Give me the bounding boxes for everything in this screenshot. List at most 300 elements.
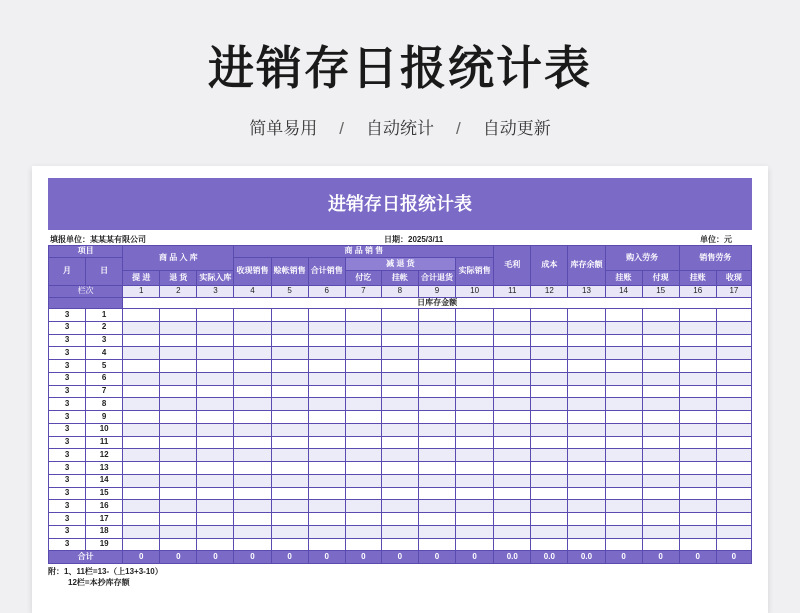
cell-value[interactable] [716,385,751,398]
cell-value[interactable] [679,449,716,462]
cell-value[interactable] [345,513,381,526]
cell-value[interactable] [456,347,494,360]
cell-value[interactable] [568,462,605,475]
cell-value[interactable] [381,411,418,424]
cell-value[interactable] [271,411,308,424]
cell-value[interactable] [568,500,605,513]
cell-value[interactable] [568,334,605,347]
cell-day[interactable]: 3 [86,334,123,347]
cell-value[interactable] [568,309,605,322]
cell-value[interactable] [197,423,234,436]
cell-value[interactable] [531,309,568,322]
cell-value[interactable] [271,309,308,322]
cell-value[interactable] [197,385,234,398]
cell-day[interactable]: 13 [86,462,123,475]
cell-value[interactable] [123,449,160,462]
cell-month[interactable]: 3 [49,474,86,487]
cell-value[interactable] [605,360,642,373]
cell-value[interactable] [494,347,531,360]
cell-value[interactable] [160,462,197,475]
cell-value[interactable] [605,372,642,385]
cell-value[interactable] [308,487,345,500]
cell-value[interactable] [531,360,568,373]
cell-value[interactable] [679,538,716,551]
cell-value[interactable] [642,500,679,513]
cell-value[interactable] [271,449,308,462]
cell-value[interactable] [381,334,418,347]
cell-value[interactable] [456,487,494,500]
cell-value[interactable] [160,411,197,424]
cell-month[interactable]: 3 [49,513,86,526]
cell-value[interactable] [160,309,197,322]
cell-value[interactable] [381,500,418,513]
cell-value[interactable] [456,474,494,487]
cell-value[interactable] [605,538,642,551]
cell-value[interactable] [456,525,494,538]
cell-value[interactable] [418,372,455,385]
cell-value[interactable] [605,334,642,347]
cell-value[interactable] [531,462,568,475]
cell-value[interactable] [123,347,160,360]
cell-value[interactable] [456,500,494,513]
cell-value[interactable] [160,334,197,347]
cell-value[interactable] [716,398,751,411]
cell-value[interactable] [308,360,345,373]
cell-value[interactable] [123,411,160,424]
cell-value[interactable] [494,334,531,347]
cell-value[interactable] [568,487,605,500]
cell-value[interactable] [345,309,381,322]
cell-value[interactable] [308,436,345,449]
cell-value[interactable] [381,538,418,551]
cell-value[interactable] [716,538,751,551]
cell-value[interactable] [568,474,605,487]
cell-value[interactable] [418,500,455,513]
cell-value[interactable] [531,449,568,462]
cell-value[interactable] [197,474,234,487]
cell-value[interactable] [160,474,197,487]
cell-day[interactable]: 10 [86,423,123,436]
cell-value[interactable] [679,500,716,513]
cell-value[interactable] [381,474,418,487]
cell-value[interactable] [123,398,160,411]
cell-value[interactable] [642,436,679,449]
cell-value[interactable] [679,398,716,411]
cell-value[interactable] [123,525,160,538]
cell-value[interactable] [456,538,494,551]
cell-value[interactable] [381,309,418,322]
cell-value[interactable] [568,411,605,424]
cell-value[interactable] [494,513,531,526]
cell-value[interactable] [197,525,234,538]
cell-value[interactable] [160,423,197,436]
cell-value[interactable] [308,474,345,487]
cell-value[interactable] [308,321,345,334]
cell-value[interactable] [568,372,605,385]
cell-value[interactable] [234,474,271,487]
cell-value[interactable] [494,500,531,513]
cell-value[interactable] [123,309,160,322]
cell-value[interactable] [123,462,160,475]
cell-value[interactable] [271,462,308,475]
cell-value[interactable] [716,525,751,538]
cell-value[interactable] [605,347,642,360]
cell-value[interactable] [716,372,751,385]
cell-value[interactable] [456,309,494,322]
cell-value[interactable] [456,462,494,475]
cell-value[interactable] [456,513,494,526]
cell-value[interactable] [123,436,160,449]
cell-value[interactable] [381,372,418,385]
cell-value[interactable] [679,525,716,538]
cell-value[interactable] [531,372,568,385]
cell-value[interactable] [716,487,751,500]
cell-value[interactable] [418,462,455,475]
cell-value[interactable] [197,436,234,449]
cell-value[interactable] [642,398,679,411]
cell-value[interactable] [381,385,418,398]
cell-value[interactable] [456,436,494,449]
cell-value[interactable] [456,398,494,411]
cell-value[interactable] [308,513,345,526]
cell-value[interactable] [308,525,345,538]
cell-value[interactable] [345,334,381,347]
cell-value[interactable] [605,449,642,462]
cell-value[interactable] [568,347,605,360]
cell-value[interactable] [494,538,531,551]
cell-value[interactable] [418,398,455,411]
cell-value[interactable] [642,309,679,322]
cell-value[interactable] [494,321,531,334]
cell-value[interactable] [605,309,642,322]
cell-value[interactable] [308,538,345,551]
cell-value[interactable] [381,462,418,475]
cell-value[interactable] [418,360,455,373]
cell-value[interactable] [123,538,160,551]
cell-day[interactable]: 12 [86,449,123,462]
cell-value[interactable] [234,487,271,500]
cell-value[interactable] [418,385,455,398]
cell-month[interactable]: 3 [49,487,86,500]
cell-month[interactable]: 3 [49,500,86,513]
cell-month[interactable]: 3 [49,334,86,347]
cell-value[interactable] [605,398,642,411]
cell-value[interactable] [568,436,605,449]
cell-value[interactable] [642,372,679,385]
cell-value[interactable] [642,525,679,538]
cell-value[interactable] [381,525,418,538]
cell-value[interactable] [381,487,418,500]
cell-value[interactable] [308,398,345,411]
cell-value[interactable] [418,538,455,551]
cell-value[interactable] [197,334,234,347]
cell-value[interactable] [381,360,418,373]
cell-value[interactable] [234,500,271,513]
cell-value[interactable] [271,347,308,360]
cell-value[interactable] [418,525,455,538]
cell-value[interactable] [679,411,716,424]
cell-value[interactable] [271,487,308,500]
cell-value[interactable] [381,321,418,334]
cell-value[interactable] [531,525,568,538]
cell-value[interactable] [381,436,418,449]
cell-day[interactable]: 9 [86,411,123,424]
cell-value[interactable] [271,398,308,411]
cell-value[interactable] [345,436,381,449]
cell-value[interactable] [494,411,531,424]
cell-value[interactable] [568,513,605,526]
cell-value[interactable] [123,334,160,347]
cell-value[interactable] [345,385,381,398]
cell-value[interactable] [234,334,271,347]
cell-value[interactable] [308,309,345,322]
cell-value[interactable] [345,474,381,487]
cell-value[interactable] [123,500,160,513]
cell-value[interactable] [642,385,679,398]
cell-value[interactable] [197,411,234,424]
cell-value[interactable] [605,474,642,487]
cell-value[interactable] [123,360,160,373]
cell-value[interactable] [381,347,418,360]
cell-value[interactable] [197,538,234,551]
cell-value[interactable] [642,487,679,500]
cell-value[interactable] [642,538,679,551]
cell-value[interactable] [418,334,455,347]
cell-value[interactable] [418,449,455,462]
cell-value[interactable] [716,334,751,347]
cell-value[interactable] [160,321,197,334]
cell-value[interactable] [197,513,234,526]
cell-value[interactable] [345,372,381,385]
cell-day[interactable]: 19 [86,538,123,551]
cell-value[interactable] [531,411,568,424]
cell-value[interactable] [642,474,679,487]
cell-value[interactable] [234,538,271,551]
cell-value[interactable] [123,385,160,398]
cell-value[interactable] [568,525,605,538]
cell-day[interactable]: 2 [86,321,123,334]
cell-value[interactable] [160,372,197,385]
cell-value[interactable] [679,360,716,373]
cell-value[interactable] [197,487,234,500]
cell-value[interactable] [197,462,234,475]
cell-value[interactable] [494,372,531,385]
cell-value[interactable] [160,398,197,411]
cell-value[interactable] [679,436,716,449]
cell-value[interactable] [494,449,531,462]
cell-value[interactable] [531,334,568,347]
cell-value[interactable] [234,513,271,526]
cell-value[interactable] [418,347,455,360]
cell-day[interactable]: 17 [86,513,123,526]
cell-value[interactable] [234,462,271,475]
cell-value[interactable] [271,513,308,526]
cell-value[interactable] [679,513,716,526]
cell-value[interactable] [381,513,418,526]
cell-day[interactable]: 6 [86,372,123,385]
cell-month[interactable]: 3 [49,372,86,385]
cell-value[interactable] [679,474,716,487]
cell-value[interactable] [160,436,197,449]
cell-value[interactable] [679,423,716,436]
cell-value[interactable] [123,474,160,487]
cell-value[interactable] [456,372,494,385]
cell-value[interactable] [160,360,197,373]
cell-value[interactable] [123,513,160,526]
cell-day[interactable]: 14 [86,474,123,487]
cell-value[interactable] [456,360,494,373]
cell-value[interactable] [716,360,751,373]
cell-value[interactable] [234,385,271,398]
cell-value[interactable] [716,309,751,322]
cell-month[interactable]: 3 [49,360,86,373]
cell-value[interactable] [605,385,642,398]
cell-value[interactable] [418,423,455,436]
cell-value[interactable] [494,309,531,322]
cell-value[interactable] [531,513,568,526]
cell-month[interactable]: 3 [49,538,86,551]
cell-value[interactable] [494,398,531,411]
cell-value[interactable] [679,321,716,334]
cell-value[interactable] [642,321,679,334]
cell-value[interactable] [605,500,642,513]
cell-value[interactable] [123,487,160,500]
cell-month[interactable]: 3 [49,347,86,360]
cell-value[interactable] [531,385,568,398]
cell-value[interactable] [418,321,455,334]
cell-value[interactable] [531,398,568,411]
cell-value[interactable] [234,360,271,373]
cell-value[interactable] [531,321,568,334]
cell-value[interactable] [642,449,679,462]
cell-value[interactable] [345,525,381,538]
cell-value[interactable] [642,411,679,424]
cell-value[interactable] [271,385,308,398]
cell-value[interactable] [716,462,751,475]
cell-day[interactable]: 16 [86,500,123,513]
cell-value[interactable] [642,360,679,373]
cell-value[interactable] [381,398,418,411]
cell-value[interactable] [160,385,197,398]
cell-value[interactable] [381,423,418,436]
cell-value[interactable] [568,423,605,436]
cell-value[interactable] [494,360,531,373]
cell-value[interactable] [679,309,716,322]
cell-value[interactable] [308,372,345,385]
cell-value[interactable] [308,500,345,513]
cell-day[interactable]: 18 [86,525,123,538]
cell-value[interactable] [197,321,234,334]
cell-value[interactable] [308,462,345,475]
cell-month[interactable]: 3 [49,309,86,322]
cell-value[interactable] [679,334,716,347]
cell-value[interactable] [605,525,642,538]
cell-value[interactable] [531,487,568,500]
cell-value[interactable] [456,321,494,334]
cell-value[interactable] [308,385,345,398]
cell-value[interactable] [494,525,531,538]
cell-value[interactable] [345,423,381,436]
cell-value[interactable] [456,423,494,436]
cell-value[interactable] [494,474,531,487]
cell-month[interactable]: 3 [49,398,86,411]
cell-value[interactable] [345,411,381,424]
cell-value[interactable] [234,525,271,538]
cell-value[interactable] [456,449,494,462]
cell-value[interactable] [456,334,494,347]
cell-value[interactable] [271,525,308,538]
cell-value[interactable] [271,334,308,347]
cell-value[interactable] [308,449,345,462]
cell-day[interactable]: 11 [86,436,123,449]
cell-value[interactable] [605,513,642,526]
cell-month[interactable]: 3 [49,411,86,424]
cell-value[interactable] [679,462,716,475]
cell-value[interactable] [197,398,234,411]
cell-value[interactable] [345,449,381,462]
cell-value[interactable] [271,423,308,436]
cell-value[interactable] [123,423,160,436]
cell-value[interactable] [642,423,679,436]
cell-value[interactable] [605,423,642,436]
cell-value[interactable] [418,487,455,500]
cell-value[interactable] [418,474,455,487]
cell-value[interactable] [271,436,308,449]
cell-month[interactable]: 3 [49,385,86,398]
cell-value[interactable] [494,385,531,398]
cell-value[interactable] [456,385,494,398]
cell-value[interactable] [160,487,197,500]
cell-value[interactable] [308,423,345,436]
cell-value[interactable] [197,372,234,385]
cell-value[interactable] [271,500,308,513]
cell-value[interactable] [494,436,531,449]
cell-value[interactable] [234,309,271,322]
cell-value[interactable] [345,360,381,373]
cell-month[interactable]: 3 [49,436,86,449]
cell-value[interactable] [642,334,679,347]
cell-value[interactable] [271,372,308,385]
cell-value[interactable] [160,513,197,526]
cell-value[interactable] [345,398,381,411]
cell-value[interactable] [605,436,642,449]
cell-value[interactable] [679,487,716,500]
cell-value[interactable] [418,436,455,449]
cell-value[interactable] [197,347,234,360]
cell-value[interactable] [679,347,716,360]
cell-value[interactable] [271,321,308,334]
cell-value[interactable] [456,411,494,424]
cell-value[interactable] [160,347,197,360]
cell-value[interactable] [494,487,531,500]
cell-value[interactable] [345,321,381,334]
cell-value[interactable] [531,500,568,513]
cell-value[interactable] [605,411,642,424]
cell-value[interactable] [494,462,531,475]
cell-value[interactable] [160,525,197,538]
cell-value[interactable] [568,321,605,334]
cell-value[interactable] [568,360,605,373]
cell-value[interactable] [568,398,605,411]
cell-value[interactable] [605,487,642,500]
cell-value[interactable] [234,423,271,436]
cell-value[interactable] [605,321,642,334]
cell-value[interactable] [642,462,679,475]
cell-value[interactable] [160,538,197,551]
cell-month[interactable]: 3 [49,462,86,475]
cell-value[interactable] [418,513,455,526]
cell-value[interactable] [531,474,568,487]
